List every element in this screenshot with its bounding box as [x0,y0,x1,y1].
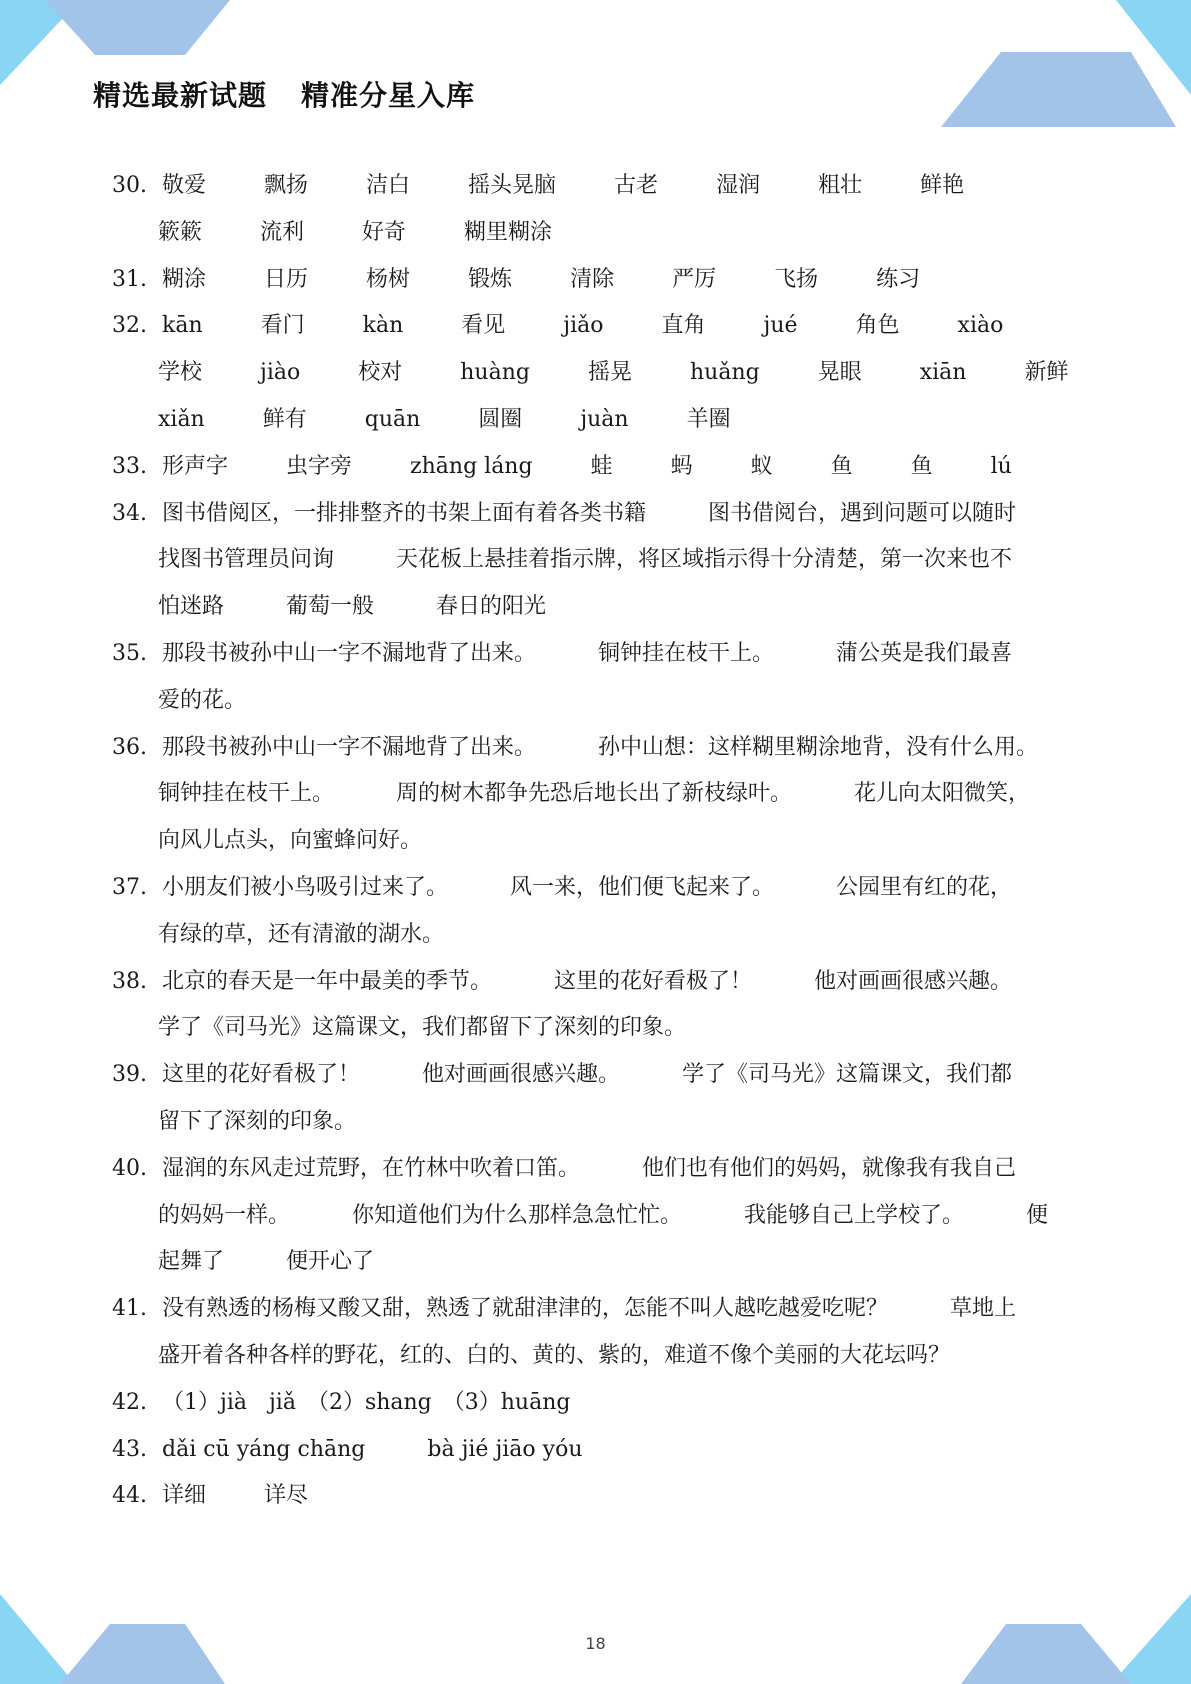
answer-sentence: 他们也有他们的妈妈，就像我有我自己 [642,1155,1017,1181]
answer-line [112,1427,1082,1474]
answer-word: 好奇 [362,219,407,245]
answer-sentence: 公园里有红的花， [836,874,1013,900]
answer-word: 粗壮 [818,173,863,198]
answer-word: 蚁 [750,453,773,479]
answer-sentence: 那段书被孙中山一字不漏地背了出来。 [162,640,537,666]
answer-sentence: 找图书管理员问询 [158,547,335,573]
answer-word: 飞扬 [774,266,819,292]
question-number: 34. [112,500,147,526]
answer-sentence: 怕迷路 [158,594,225,620]
answer-sentence: 图书借阅台，遇到问题可以随时 [708,500,1017,526]
answer-word: kàn [362,313,404,339]
question-number: 39. [112,1062,147,1088]
answer-word: 鲜艳 [920,173,965,198]
corner-decoration-bottom-left [0,1544,240,1684]
answer-line [112,397,1082,444]
answer-sentence: 这里的花好看极了！ [162,1062,361,1088]
answer-sentence: 没有熟透的杨梅又酸又甜，熟透了就甜津津的，怎能不叫人越吃越爱吃呢？ [162,1296,889,1322]
answer-sentence: 周的树木都争先恐后地长出了新枝绿叶。 [396,781,793,807]
question-number: 38. [112,968,147,994]
answer-word: 日历 [264,266,309,292]
answer-sentence: 花儿向太阳微笑， [854,781,1031,807]
corner-decoration-top-right [931,0,1191,135]
answer-word: 鱼 [830,453,853,479]
answer-word: 看见 [461,313,506,339]
answer-word: 详尽 [264,1483,309,1509]
answer-line [112,444,1082,491]
answer-sentence: 留下了深刻的印象。 [158,1108,357,1134]
answer-word: xiān [919,360,967,386]
answer-sentence: 我能够自己上学校了。 [744,1202,965,1228]
question-number: 30. [112,173,147,198]
answer-line [112,491,1082,538]
answer-sentence: （1）jià jiǎ （2）shang （3）huāng [162,1389,571,1415]
answer-line [112,865,1082,912]
page-number: 18 [585,1634,606,1653]
answer-line [112,1052,1082,1099]
answer-line [112,912,1082,959]
answer-sentence: 有绿的草，还有清澈的湖水。 [158,921,445,947]
answer-word: 新鲜 [1024,360,1069,386]
answer-word: juàn [580,406,629,432]
question-number: 37. [112,874,147,900]
answer-word: 详细 [162,1483,207,1509]
answer-word: xiào [957,313,1004,339]
answer-word: jiǎo [563,313,604,339]
answer-sentence: 爱的花。 [158,687,247,713]
corner-decoration-bottom-right [951,1544,1191,1684]
answer-word: 学校 [158,360,203,386]
answer-sentence: 起舞了 [158,1249,225,1275]
answer-sentence: 铜钟挂在枝干上。 [158,781,335,807]
answer-word: 虫字旁 [286,453,353,479]
answer-sentence: 便开心了 [286,1249,375,1275]
question-number: 44. [112,1483,147,1509]
answer-line [112,350,1082,397]
answer-word: 糊涂 [162,266,207,292]
answer-line [112,303,1082,350]
question-number: 40. [112,1155,147,1181]
header-title-right: 精准分星入库 [301,79,476,112]
answer-word: 锻炼 [468,266,513,292]
answer-line [112,537,1082,584]
answer-sentence: 便 [1026,1202,1049,1228]
answer-word: lú [990,453,1012,479]
answer-line [112,1099,1082,1146]
answer-sentence: 小朋友们被小鸟吸引过来了。 [162,874,449,900]
answer-sentence: 孙中山想：这样糊里糊涂地背，没有什么用。 [598,734,1039,760]
answer-list [112,163,1082,1520]
answer-word: 飘扬 [264,173,309,198]
answer-line [112,771,1082,818]
question-number: 42. [112,1389,147,1415]
answer-sentence: 铜钟挂在枝干上。 [598,640,775,666]
answer-word: huǎng [689,360,760,386]
page-header-title [93,74,475,114]
answer-sentence: dǎi cū yáng chāng [162,1436,366,1462]
answer-line [112,1286,1082,1333]
answer-word: 练习 [876,266,921,292]
answer-word: 晃眼 [817,360,862,386]
answer-line [112,1333,1082,1380]
answer-sentence: 图书借阅区，一排排整齐的书架上面有着各类书籍 [162,500,647,526]
question-number: 41. [112,1296,147,1322]
answer-word: 直角 [661,313,706,339]
answer-word: 流利 [260,219,305,245]
answer-word: jué [763,313,798,339]
answer-sentence: 草地上 [950,1296,1017,1322]
answer-line [112,959,1082,1006]
answer-word: 湿润 [716,173,761,198]
answer-word: 校对 [358,360,403,386]
answer-line [112,1473,1082,1520]
answer-sentence: 他对画画很感兴趣。 [422,1062,621,1088]
answer-word: 摇头晃脑 [468,173,557,198]
answer-word: 簌簌 [158,219,203,245]
answer-word: 敬爱 [162,173,207,198]
answer-word: 古老 [614,173,659,198]
question-number: 35. [112,640,147,666]
answer-word: 严厉 [672,266,717,292]
header-title-left: 精选最新试题 [93,79,268,112]
answer-sentence: 天花板上悬挂着指示牌，将区域指示得十分清楚，第一次来也不 [396,547,1013,573]
answer-word: 蛙 [590,453,613,479]
answer-sentence: 那段书被孙中山一字不漏地背了出来。 [162,734,537,760]
answer-line [112,678,1082,725]
answer-sentence: 向风儿点头，向蜜蜂问好。 [158,828,423,854]
answer-word: 杨树 [366,266,411,292]
answer-sentence: 学了《司马光》这篇课文，我们都 [682,1062,1013,1088]
answer-sentence: 春日的阳光 [436,594,547,620]
answer-sentence: 学了《司马光》这篇课文，我们都留下了深刻的印象。 [158,1015,687,1041]
answer-word: 清除 [570,266,615,292]
answer-word: 鱼 [910,453,933,479]
question-number: 31. [112,266,147,292]
answer-line [112,163,1082,210]
answer-word: 糊里糊涂 [464,219,553,245]
question-number: 33. [112,453,147,479]
answer-line [112,1146,1082,1193]
answer-sentence: 湿润的东风走过荒野，在竹林中吹着口笛。 [162,1155,581,1181]
answer-word: 洁白 [366,173,411,198]
answer-word: 鲜有 [262,406,307,432]
answer-word: 圆圈 [478,406,523,432]
answer-line [112,725,1082,772]
question-number: 43. [112,1436,147,1462]
answer-word: zhāng láng [410,453,533,479]
answer-line [112,1239,1082,1286]
answer-word: 摇晃 [587,360,632,386]
answer-sentence: 蒲公英是我们最喜 [836,640,1013,666]
answer-sentence: 盛开着各种各样的野花，红的、白的、黄的、紫的，难道不像个美丽的大花坛吗？ [158,1342,951,1368]
question-number: 36. [112,734,147,760]
answer-word: 角色 [855,313,900,339]
answer-word: jiào [260,360,301,386]
answer-line [112,584,1082,631]
answer-line [112,818,1082,865]
answer-line [112,1380,1082,1427]
answer-sentence: 的妈妈一样。 [158,1202,291,1228]
answer-sentence: bà jié jiāo yóu [427,1436,583,1462]
answer-word: quān [364,406,421,432]
answer-line [112,1193,1082,1240]
answer-word: huàng [460,360,530,386]
question-number: 32. [112,313,147,339]
answer-sentence: 葡萄一般 [286,594,375,620]
answer-sentence: 这里的花好看极了！ [554,968,753,994]
answer-sentence: 他对画画很感兴趣。 [814,968,1013,994]
answer-sentence: 北京的春天是一年中最美的季节。 [162,968,493,994]
answer-line [112,631,1082,678]
answer-sentence: 风一来，他们便飞起来了。 [510,874,775,900]
answer-line [112,210,1082,257]
answer-word: xiǎn [158,406,205,432]
answer-sentence: 你知道他们为什么那样急急忙忙。 [352,1202,683,1228]
answer-word: kān [162,313,203,339]
answer-word: 羊圈 [686,406,731,432]
answer-word: 蚂 [670,453,693,479]
answer-word: 看门 [260,313,305,339]
answer-line [112,257,1082,304]
answer-word: 形声字 [162,453,229,479]
answer-line [112,1005,1082,1052]
